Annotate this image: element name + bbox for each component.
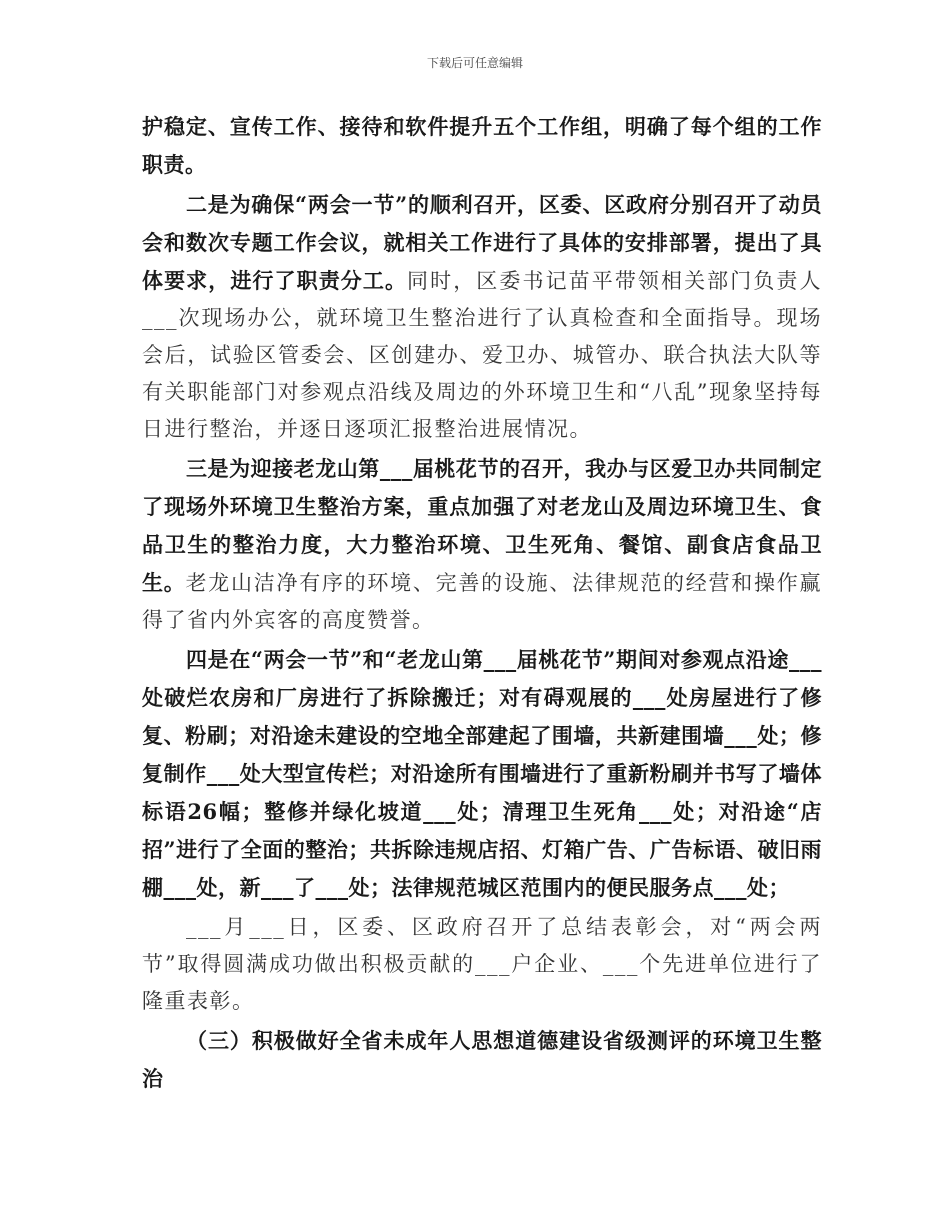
section-heading-text: （三）积极做好全省未成年人思想道德建设省级测评的环境卫生整治 <box>142 1028 822 1091</box>
document-body <box>142 108 822 1098</box>
page-header-note: 下载后可任意编辑 <box>426 56 523 70</box>
section-heading <box>142 1022 822 1098</box>
paragraph-4 <box>142 641 822 907</box>
paragraph-2 <box>142 186 822 448</box>
paragraph-4-bold: 四是在“两会一节”和“老龙山第___届桃花节”期间对参观点沿途___处破烂农房和厂房进行了拆除搬迁；对有碍观展的___处房屋进行了修复、粉刷；对沿途未建设的空地全部建起了围墙，共新建围墙___处；修复制作___处大型宣传栏；对沿途所有围墙进行了重新粉刷并书写了墙体标语26幅；整修并绿化坡道___处；清理卫生死角___处；对沿途“店招”进行了全面的整治；共拆除违规店招、灯箱广告、广告标语、破旧雨棚___处，新___了___处；法律规范城区范围内的便民服务点___处； <box>142 647 822 900</box>
paragraph-5 <box>142 909 822 1020</box>
paragraph-1 <box>142 108 822 184</box>
paragraph-3-normal: 老龙山洁净有序的环境、完善的设施、法律规范的经营和操作赢得了省内外宾客的高度赞誉。 <box>142 571 822 632</box>
paragraph-3 <box>142 450 822 639</box>
paragraph-2-normal: 同时，区委书记苗平带领相关部门负责人___次现场办公，就环境卫生整治进行了认真检查和全面指导。现场会后，试验区管委会、区创建办、爱卫办、城管办、联合执法大队等有关职能部门对参观点沿线及周边的外环境卫生和“八乱”现象坚持每日进行整治，并逐日逐项汇报整治进展情况。 <box>142 269 823 441</box>
paragraph-3-bold: 三是为迎接老龙山第___届桃花节的召开，我办与区爱卫办共同制定了现场外环境卫生整治方案，重点加强了对老龙山及周边环境卫生、食品卫生的整治力度，大力整治环境、卫生死角、餐馆、副食店食品卫生。 <box>142 456 822 595</box>
paragraph-5-normal: ___月___日，区委、区政府召开了总结表彰会，对“两会两节”取得圆满成功做出积极贡献的___户企业、___个先进单位进行了隆重表彰。 <box>142 915 822 1013</box>
paragraph-2-bold: 二是为确保“两会一节”的顺利召开，区委、区政府分别召开了动员会和数次专题工作会议，就相关工作进行了具体的安排部署，提出了具体要求，进行了职责分工。 <box>142 192 822 293</box>
paragraph-1-bold: 护稳定、宣传工作、接待和软件提升五个工作组，明确了每个组的工作职责。 <box>142 114 822 177</box>
